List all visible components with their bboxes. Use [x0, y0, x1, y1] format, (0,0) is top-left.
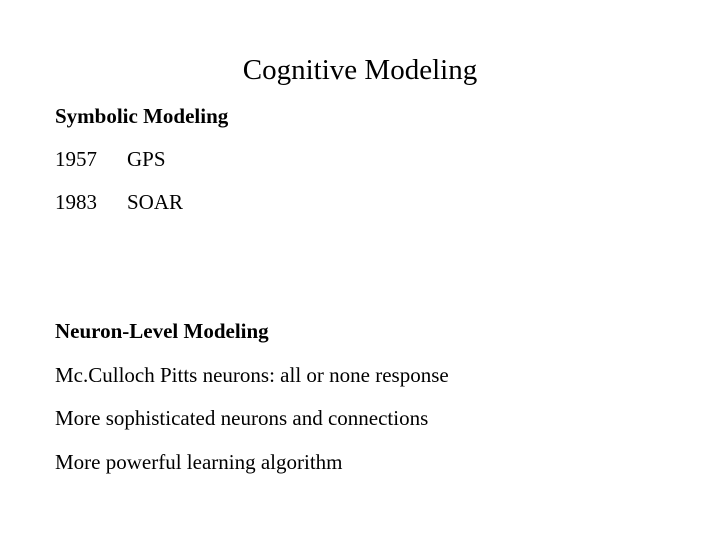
symbolic-item-year: 1957 [55, 147, 97, 171]
symbolic-item-name: SOAR [127, 190, 184, 214]
symbolic-item-name: GPS [127, 147, 166, 171]
neuron-item: More sophisticated neurons and connections [55, 406, 429, 430]
symbolic-modeling-heading: Symbolic Modeling [55, 104, 229, 128]
neuron-item: Mc.Culloch Pitts neurons: all or none response [55, 363, 449, 387]
neuron-level-modeling-heading: Neuron-Level Modeling [55, 319, 269, 343]
symbolic-item-year: 1983 [55, 190, 97, 214]
slide-title [0, 52, 720, 88]
symbolic-item [55, 146, 166, 172]
slide-title-text: Cognitive Modeling [242, 54, 478, 86]
neuron-item: More powerful learning algorithm [55, 450, 343, 474]
symbolic-item [55, 189, 183, 215]
